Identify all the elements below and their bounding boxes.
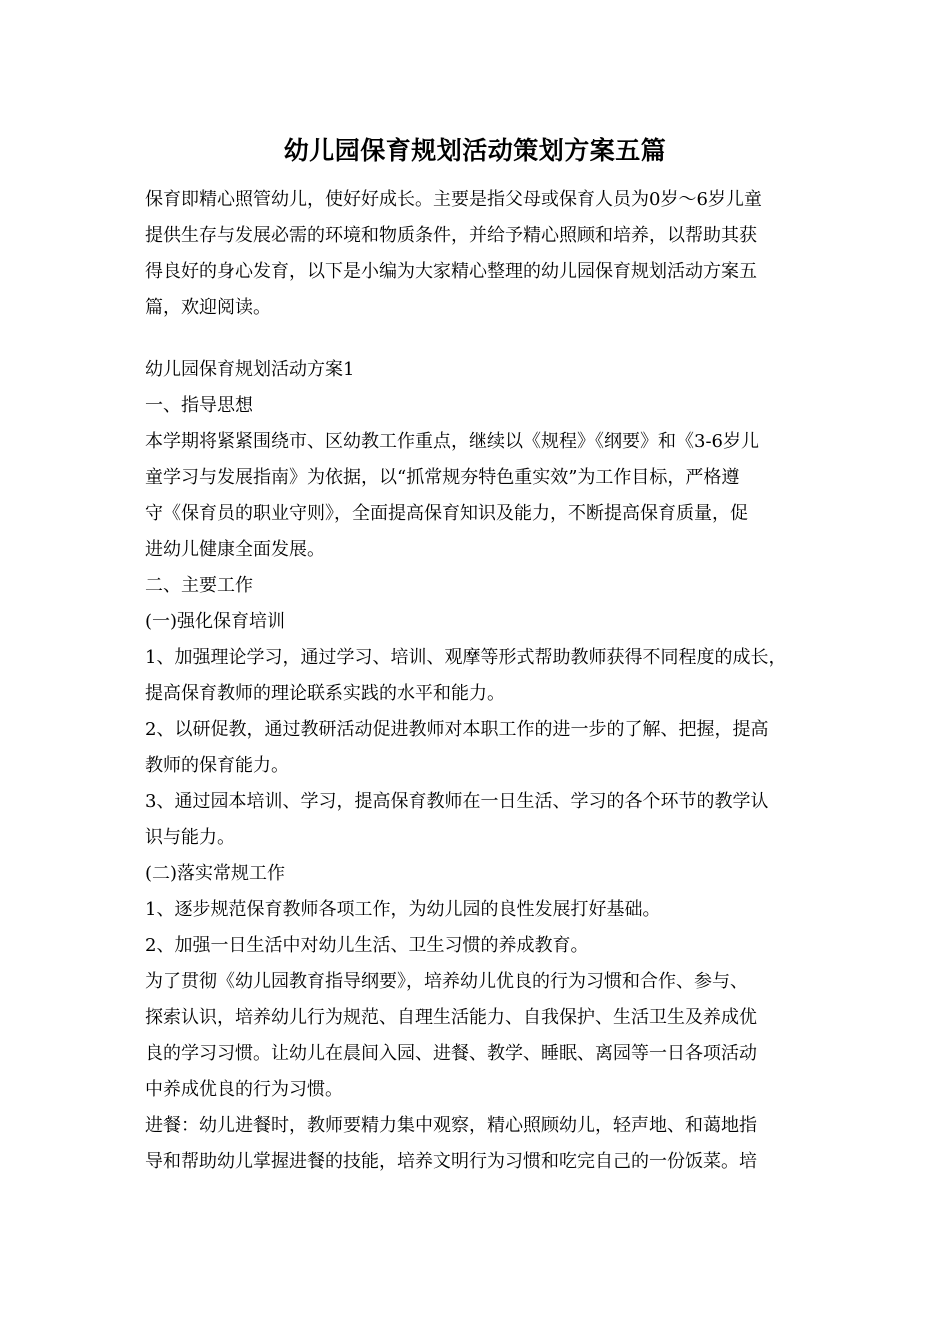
text-line: 识与能力。 [145, 827, 235, 848]
text-line: 保育即精心照管幼儿，使好好成长。主要是指父母或保育人员为0岁～6岁儿童 [145, 189, 762, 210]
text-line: 篇，欢迎阅读。 [145, 297, 271, 318]
text-line: 为了贯彻《幼儿园教育指导纲要》，培养幼儿优良的行为习惯和合作、参与、 [145, 971, 748, 992]
document-title: 幼儿园保育规划活动策划方案五篇 [283, 136, 667, 165]
text-line: 3、通过园本培训、学习，提高保育教师在一日生活、学习的各个环节的教学认 [145, 791, 769, 812]
subheading: (一)强化保育培训 [145, 611, 286, 632]
text-line: 1、加强理论学习，通过学习、培训、观摩等形式帮助教师获得不同程度的成长， [145, 647, 787, 668]
text-line: 守《保育员的职业守则》，全面提高保育知识及能力，不断提高保育质量，促 [145, 503, 748, 524]
text-line: 提供生存与发展必需的环境和物质条件，并给予精心照顾和培养，以帮助其获 [145, 225, 757, 246]
subheading: 一、指导思想 [145, 395, 253, 416]
text-line: 2、加强一日生活中对幼儿生活、卫生习惯的养成教育。 [145, 935, 589, 956]
text-line: 1、逐步规范保育教师各项工作，为幼儿园的良性发展打好基础。 [145, 899, 661, 920]
document-body [145, 182, 825, 1180]
subheading: 二、主要工作 [145, 575, 253, 596]
section-heading: 幼儿园保育规划活动方案1 [145, 359, 355, 380]
text-line: 良的学习习惯。让幼儿在晨间入园、进餐、教学、睡眠、离园等一日各项活动 [145, 1043, 757, 1064]
text-line: 提高保育教师的理论联系实践的水平和能力。 [145, 683, 505, 704]
intro-paragraph [145, 182, 825, 326]
text-line: 教师的保育能力。 [145, 755, 289, 776]
text-line: 本学期将紧紧围绕市、区幼教工作重点，继续以《规程》《纲要》和《3-6岁儿 [145, 431, 759, 452]
subheading: (二)落实常规工作 [145, 863, 286, 884]
text-line: 导和帮助幼儿掌握进餐的技能，培养文明行为习惯和吃完自己的一份饭菜。培 [145, 1151, 757, 1172]
text-line: 探索认识，培养幼儿行为规范、自理生活能力、自我保护、生活卫生及养成优 [145, 1007, 757, 1028]
text-line: 进餐：幼儿进餐时，教师要精力集中观察，精心照顾幼儿，轻声地、和蔼地指 [145, 1115, 757, 1136]
paragraph-gap [145, 326, 825, 352]
text-line: 中养成优良的行为习惯。 [145, 1079, 343, 1100]
text-line: 2、以研促教，通过教研活动促进教师对本职工作的进一步的了解、把握，提高 [145, 719, 769, 740]
text-line: 童学习与发展指南》为依据，以“抓常规夯特色重实效”为工作目标，严格遵 [145, 467, 740, 488]
text-line: 进幼儿健康全面发展。 [145, 539, 325, 560]
text-line: 得良好的身心发育，以下是小编为大家精心整理的幼儿园保育规划活动方案五 [145, 261, 757, 282]
section-plan-1 [145, 352, 825, 1180]
